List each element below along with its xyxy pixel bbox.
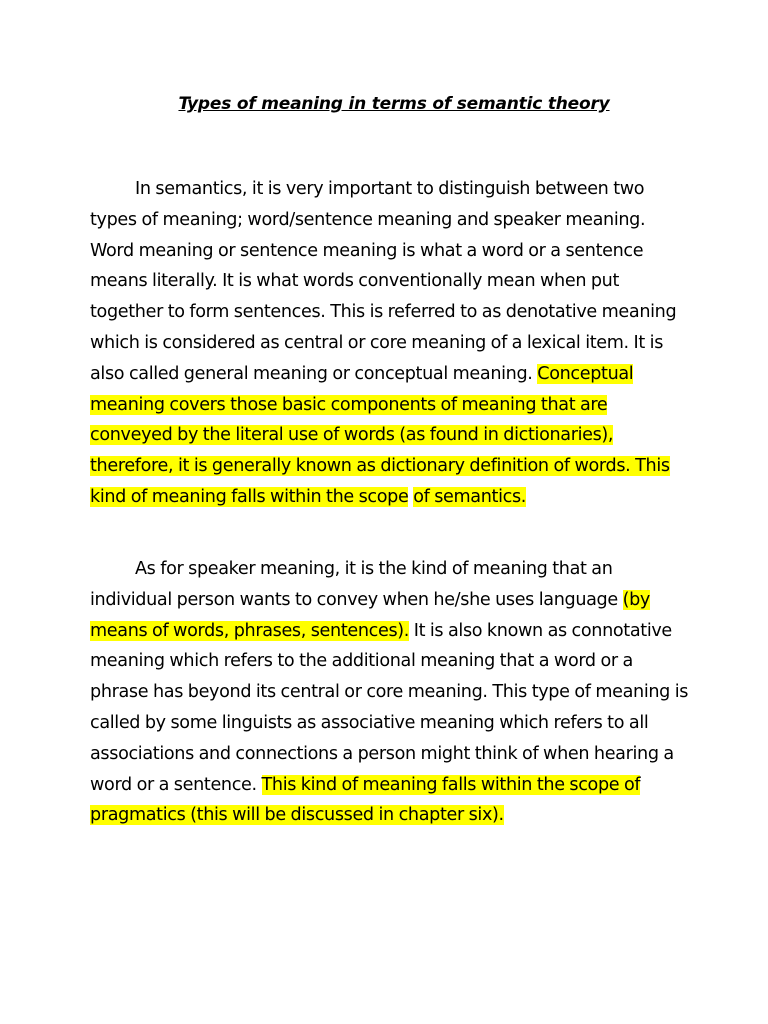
highlighted-text: This kind of meaning falls within the scope of pragmatics (this will be discussed in chapter six). [90, 774, 641, 826]
highlighted-text: Conceptual meaning covers those basic components of meaning that are conveyed by the literal use of words (as found in dictionaries), therefore, it is generally known as dictionary definition of words. This kind of meaning falls within the scope [90, 363, 670, 507]
highlighted-text: of semantics. [413, 486, 526, 507]
paragraph-semantics [90, 174, 690, 513]
paragraph-speaker-meaning [90, 554, 690, 831]
document-title: Types of meaning in terms of semantic theory [178, 94, 610, 114]
paragraph-text: It is also known as connotative meaning which refers to the additional meaning that a word or a phrase has beyond its central or core meaning. This type of meaning is called by some linguists as associative meaning which refers to all associations and connections a person might think of when hearing a word or a sentence. [90, 620, 689, 795]
paragraph-text: As for speaker meaning, it is the kind of meaning that an individual person wants to convey when he/she uses language [90, 559, 623, 610]
paragraph-text: In semantics, it is very important to distinguish between two types of meaning; word/sentence meaning and speaker meaning. Word meaning or sentence meaning is what a word or a sentence means literally. It is what words conventionally mean when put together to form sentences. This is referred to as denotative meaning which is considered as central or core meaning of a lexical item. It is also called general meaning or conceptual meaning. [90, 179, 677, 384]
highlighted-text: (by means of words, phrases, sentences). [90, 589, 650, 641]
